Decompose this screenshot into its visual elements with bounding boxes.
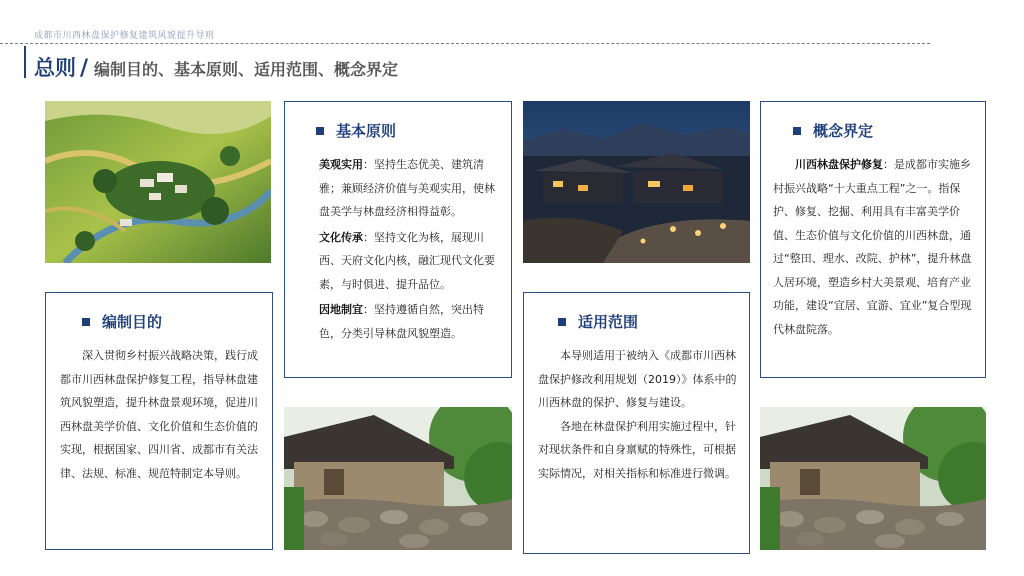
principles-heading-label: 基本原则 — [336, 122, 397, 140]
definition-card — [760, 101, 986, 378]
definition-term: 川西林盘保护修复 — [795, 158, 883, 171]
scope-heading — [558, 311, 737, 332]
scope-body — [538, 344, 737, 485]
principles-body — [319, 153, 497, 345]
page-title-main: 总则 — [34, 56, 76, 80]
square-bullet-icon — [82, 318, 90, 326]
aerial-village-photo — [45, 101, 271, 263]
stone-house-photo — [284, 407, 512, 550]
definition-text: ：是成都市实施乡村振兴战略“十大重点工程”之一。指保护、修复、挖掘、利用具有丰富美学价值、生态价值与文化价值的川西林盘，通过“整田、理水、改院、护林”，提升林盘人居环境，塑造乡村大美景观、培育产业功能，建设“宜居、宜游、宜业”复合型现代林盘院落。 — [773, 158, 972, 336]
scope-paragraph: 本导则适用于被纳入《成都市川西林盘保护修改利用规划（2019）》体系中的川西林盘的保护、修复与建设。 — [538, 349, 737, 409]
document-header-title: 成都市川西林盘保护修复建筑风貌提升导则 — [34, 31, 215, 41]
principle-text: ：坚持生态优美、建筑清雅；兼顾经济价值与美观实用，使林盘美学与林盘经济相得益彰。 — [319, 158, 495, 218]
principle-term: 因地制宜 — [319, 303, 363, 316]
principle-text: ：坚持遵循自然，突出特色，分类引导林盘风貌塑造。 — [319, 303, 484, 340]
principle-term: 文化传承 — [319, 230, 363, 244]
page-title-slash: / — [80, 56, 89, 81]
square-bullet-icon — [558, 318, 566, 326]
scope-card — [523, 292, 750, 554]
definition-heading — [793, 120, 973, 141]
night-town-photo — [523, 101, 750, 263]
principle-text: ：坚持文化为核，展现川西、天府文化内核，融汇现代文化要素，与时俱进、提升品位。 — [319, 230, 495, 291]
purpose-card — [45, 292, 273, 550]
title-accent-bar — [24, 46, 26, 78]
scope-paragraph: 各地在林盘保护利用实施过程中，针对现状条件和自身禀赋的特殊性，可根据实际情况，对相关指标和标准进行微调。 — [538, 419, 736, 480]
page-title — [34, 52, 398, 82]
principles-card — [284, 101, 512, 378]
square-bullet-icon — [316, 127, 324, 135]
principle-item — [319, 298, 497, 345]
stone-house-photo-2 — [760, 407, 986, 550]
principles-heading — [316, 120, 497, 141]
scope-heading-label: 适用范围 — [578, 313, 639, 331]
principle-term: 美观实用 — [319, 158, 363, 171]
definition-paragraph — [773, 153, 973, 341]
purpose-body — [60, 344, 260, 485]
header-dashed-divider — [0, 43, 930, 44]
definition-heading-label: 概念界定 — [813, 122, 874, 140]
square-bullet-icon — [793, 127, 801, 135]
purpose-text: 深入贯彻乡村振兴战略决策，践行成都市川西林盘保护修复工程，指导林盘建筑风貌塑造，提升林盘景观环境，促进川西林盘美学价值、文化价值和生态价值的实现，根据国家、四川省、成都市有关法律、法规、标准、规范特制定本导则。 — [60, 349, 258, 480]
definition-body — [773, 153, 973, 341]
purpose-heading-label: 编制目的 — [102, 313, 163, 331]
principle-item — [319, 153, 497, 224]
page-title-subtitle: 编制目的、基本原则、适用范围、概念界定 — [94, 60, 399, 79]
principle-item — [319, 226, 497, 297]
purpose-heading — [82, 311, 260, 332]
